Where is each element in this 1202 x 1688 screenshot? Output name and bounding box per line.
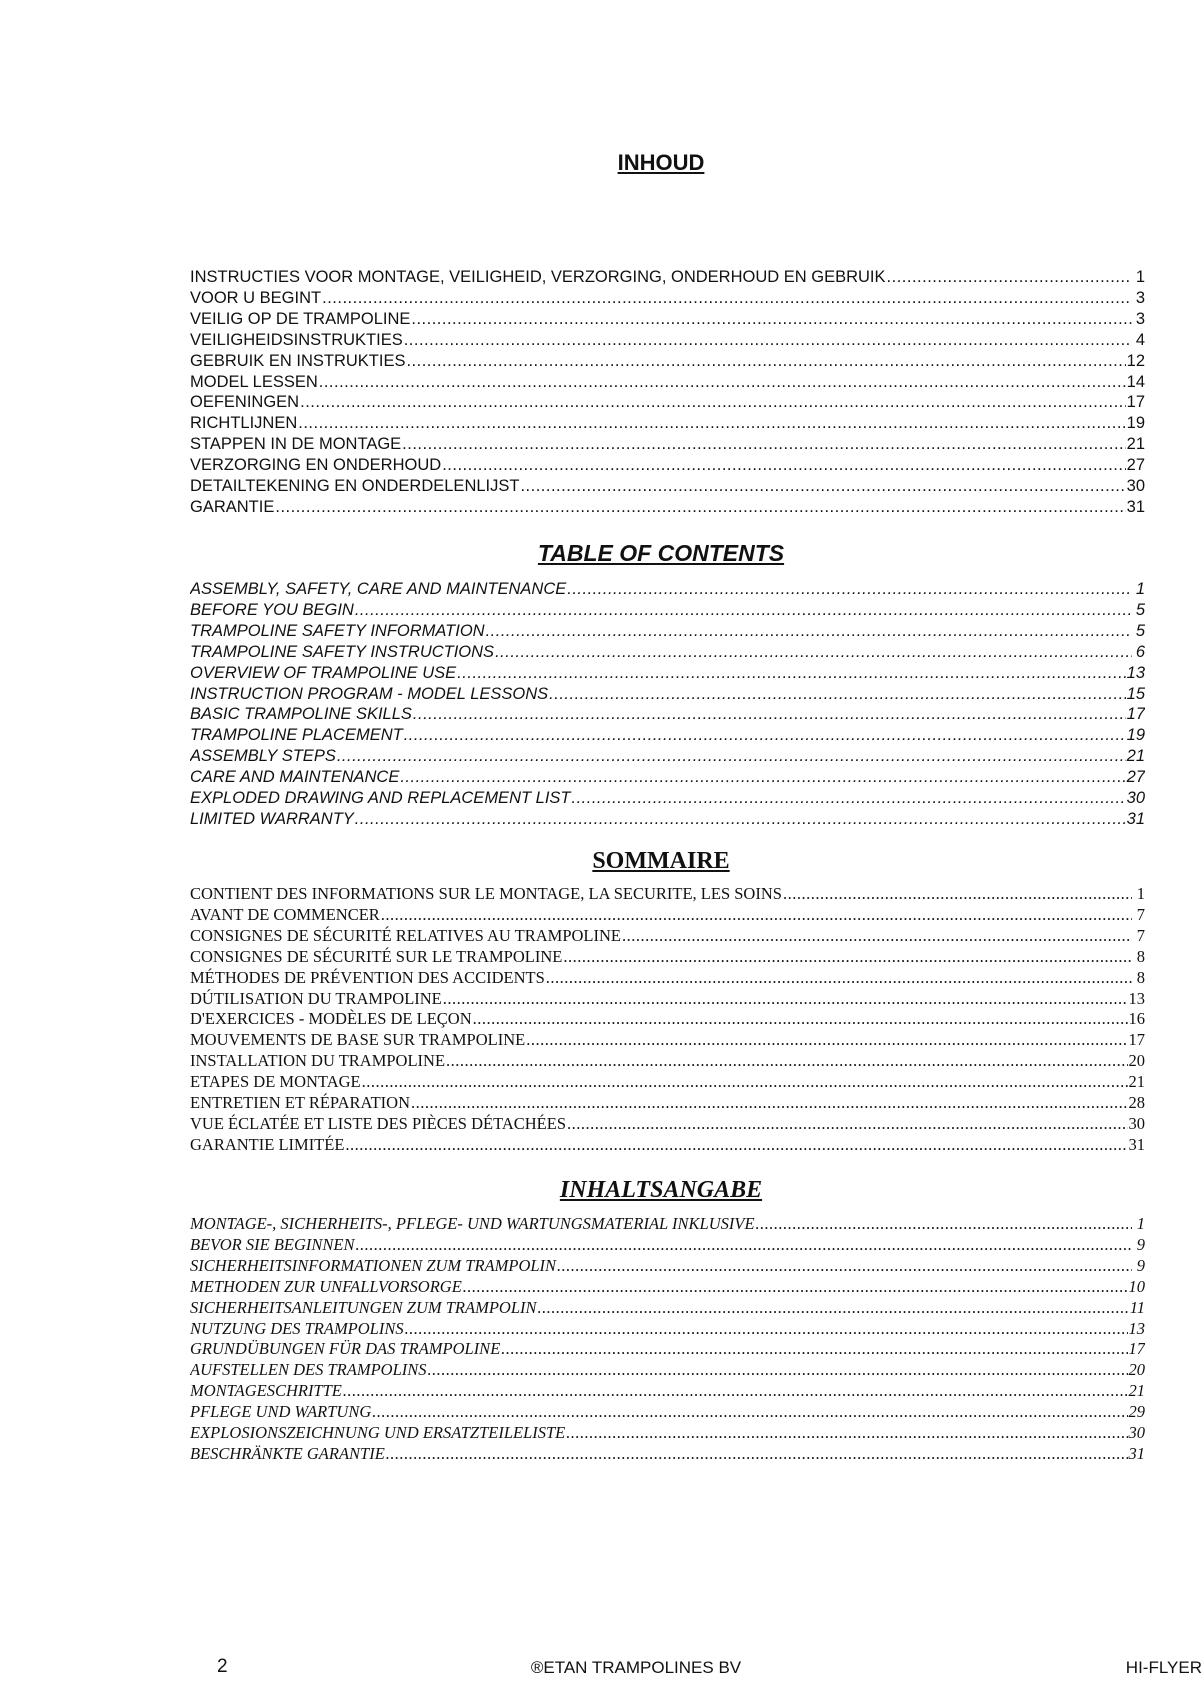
toc-entry (190, 600, 1145, 621)
section-title-table-of-contents: TABLE OF CONTENTS (537, 540, 785, 566)
toc-entry-page: 21 (1126, 747, 1145, 766)
toc-entry-page: 1 (1135, 580, 1145, 598)
toc-entry-label: SICHERHEITSINFORMATIONEN ZUM TRAMPOLIN (190, 1255, 557, 1275)
toc-entry-page: 21 (1128, 1072, 1145, 1092)
toc-entry (190, 497, 1145, 518)
toc-entry (190, 884, 1145, 905)
toc-entry-label: AVANT DE COMMENCER (190, 904, 380, 924)
toc-entry-label: INSTRUCTION PROGRAM - MODEL LESSONS (190, 684, 549, 703)
toc-dot-leader (546, 968, 1132, 989)
toc-dot-leader (355, 809, 1126, 830)
toc-dot-leader (404, 330, 1132, 351)
toc-entry-page: 19 (1126, 726, 1145, 745)
toc-entry-page: 19 (1126, 414, 1145, 433)
toc-entry (190, 1423, 1145, 1444)
toc-entry (190, 788, 1145, 809)
toc-entry (190, 621, 1145, 642)
toc-entry-label: BASIC TRAMPOLINE SKILLS (190, 705, 412, 724)
toc-dot-leader (386, 1444, 1128, 1465)
toc-dot-leader (501, 1339, 1127, 1360)
toc-entry-label: BEFORE YOU BEGIN (190, 600, 354, 619)
toc-entry-label: D'EXERCICES - MODÈLES DE LEÇON (190, 1009, 472, 1029)
toc-entry-label: VERZORGING EN ONDERHOUD (190, 456, 442, 475)
toc-dot-leader (400, 767, 1125, 788)
toc-entry (190, 1319, 1145, 1340)
toc-dot-leader (406, 351, 1125, 372)
toc-dot-leader (428, 1360, 1128, 1381)
toc-entry-page: 30 (1128, 1423, 1145, 1443)
toc-entry-label: INSTALLATION DU TRAMPOLINE (190, 1051, 446, 1071)
toc-entry-label: NUTZUNG DES TRAMPOLINS (190, 1318, 404, 1338)
toc-entry-page: 21 (1128, 1381, 1145, 1401)
toc-entry (190, 1093, 1145, 1114)
toc-entry (190, 288, 1145, 309)
toc-dot-leader (549, 684, 1125, 705)
toc-entry-label: VUE ÉCLATÉE ET LISTE DES PIÈCES DÉTACHÉES (190, 1113, 567, 1133)
toc-list-english (190, 579, 1145, 830)
toc-entry-page: 30 (1128, 1113, 1145, 1133)
toc-entry-label: MONTAGESCHRITTE (190, 1381, 342, 1401)
toc-dot-leader (538, 1298, 1129, 1319)
toc-entry-label: ETAPES DE MONTAGE (190, 1072, 361, 1092)
toc-entry-label: ASSEMBLY STEPS (190, 747, 336, 766)
toc-dot-leader (572, 788, 1126, 809)
toc-entry-label: RICHTLIJNEN (190, 414, 298, 433)
toc-dot-leader (322, 288, 1132, 309)
toc-dot-leader (495, 642, 1132, 663)
toc-dot-leader (343, 1381, 1128, 1402)
toc-entry-label: LIMITED WARRANTY (190, 809, 354, 828)
toc-entry (190, 1009, 1145, 1030)
toc-dot-leader (567, 1114, 1127, 1135)
section-title-inhaltsangabe: INHALTSANGABE (559, 1177, 763, 1203)
toc-entry-page: 21 (1126, 435, 1145, 454)
toc-dot-leader (887, 267, 1132, 288)
toc-entry-page: 1 (1136, 1214, 1145, 1233)
toc-dot-leader (413, 704, 1126, 725)
toc-entry-label: GRUNDÜBUNGEN FÜR DAS TRAMPOLINE (190, 1339, 501, 1359)
toc-entry-page: 10 (1128, 1276, 1145, 1296)
footer-model-name: HI-FLYER (1125, 1658, 1202, 1677)
toc-list-dutch (190, 267, 1145, 518)
toc-entry-label: PFLEGE UND WARTUNG (190, 1402, 372, 1422)
toc-entry (190, 455, 1145, 476)
toc-entry-label: ENTRETIEN ET RÉPARATION (190, 1093, 410, 1113)
toc-dot-leader (557, 1256, 1132, 1277)
toc-dot-leader (319, 372, 1126, 393)
toc-entry (190, 392, 1145, 413)
toc-dot-leader (622, 926, 1132, 947)
toc-entry-label: VEILIGHEIDSINSTRUKTIES (190, 330, 403, 349)
toc-entry (190, 968, 1145, 989)
toc-dot-leader (300, 392, 1126, 413)
toc-dot-leader (355, 600, 1132, 621)
toc-dot-leader (567, 579, 1132, 600)
toc-entry (190, 746, 1145, 767)
toc-entry-page: 15 (1126, 684, 1145, 703)
toc-dot-leader (526, 1030, 1127, 1051)
toc-entry-label: TRAMPOLINE SAFETY INFORMATION (190, 621, 485, 640)
toc-entry (190, 267, 1145, 288)
toc-dot-leader (372, 1402, 1127, 1423)
toc-entry-page: 9 (1136, 1255, 1145, 1275)
toc-entry-page: 13 (1126, 663, 1145, 682)
toc-entry (190, 989, 1145, 1010)
toc-dot-leader (520, 476, 1125, 497)
toc-entry (190, 725, 1145, 746)
toc-entry (190, 684, 1145, 705)
toc-entry (190, 372, 1145, 393)
toc-entry-page: 3 (1135, 288, 1145, 307)
toc-dot-leader (298, 413, 1125, 434)
toc-entry (190, 704, 1145, 725)
toc-dot-leader (362, 1072, 1128, 1093)
toc-entry (190, 351, 1145, 372)
toc-entry (190, 1051, 1145, 1072)
toc-entry-label: MÉTHODES DE PRÉVENTION DES ACCIDENTS (190, 967, 545, 987)
footer-page-number: 2 (217, 1656, 228, 1677)
toc-entry-label: MOUVEMENTS DE BASE SUR TRAMPOLINE (190, 1030, 526, 1050)
toc-dot-leader (486, 621, 1132, 642)
toc-entry-label: AUFSTELLEN DES TRAMPOLINS (190, 1360, 427, 1380)
toc-dot-leader (783, 884, 1132, 905)
toc-entry-page: 7 (1136, 904, 1145, 924)
footer-copyright: ®ETAN TRAMPOLINES BV (530, 1658, 742, 1677)
toc-entry-label: INSTRUCTIES VOOR MONTAGE, VEILIGHEID, VERZORGING, ONDERHOUD EN GEBRUIK (190, 268, 886, 286)
toc-entry-page: 4 (1135, 330, 1145, 349)
toc-entry (190, 1360, 1145, 1381)
toc-entry-page: 30 (1126, 789, 1145, 808)
toc-entry-page: 13 (1128, 988, 1145, 1008)
toc-entry-page: 17 (1126, 705, 1145, 724)
toc-dot-leader (405, 1319, 1128, 1340)
toc-entry-page: 8 (1136, 946, 1145, 966)
toc-entry-label: TRAMPOLINE PLACEMENT (190, 726, 403, 745)
toc-entry-label: EXPLOSIONSZEICHNUNG UND ERSATZTEILELISTE (190, 1423, 566, 1443)
toc-entry-page: 31 (1126, 497, 1145, 516)
toc-entry-page: 6 (1135, 642, 1145, 661)
toc-entry-page: 11 (1129, 1297, 1145, 1317)
toc-entry-label: CONSIGNES DE SÉCURITÉ SUR LE TRAMPOLINE (190, 946, 563, 966)
toc-entry (190, 330, 1145, 351)
toc-entry-label: VOOR U BEGINT (190, 288, 322, 307)
toc-entry (190, 926, 1145, 947)
toc-entry (190, 1277, 1145, 1298)
toc-entry-label: GARANTIE (190, 497, 275, 516)
toc-entry-label: CONSIGNES DE SÉCURITÉ RELATIVES AU TRAMPOLINE (190, 925, 621, 945)
toc-entry-label: CONTIENT DES INFORMATIONS SUR LE MONTAGE, LA SECURITE, LES SOINS (190, 884, 782, 903)
toc-entry-page: 5 (1135, 600, 1145, 619)
toc-entry (190, 947, 1145, 968)
toc-dot-leader (443, 989, 1128, 1010)
toc-entry-page: 16 (1128, 1009, 1145, 1029)
toc-dot-leader (756, 1214, 1132, 1235)
toc-entry-label: MONTAGE-, SICHERHEITS-, PFLEGE- UND WARTUNGSMATERIAL INKLUSIVE (190, 1214, 755, 1233)
toc-entry-label: SICHERHEITSANLEITUNGEN ZUM TRAMPOLIN (190, 1297, 537, 1317)
toc-entry-label: BEVOR SIE BEGINNEN (190, 1234, 355, 1254)
toc-entry-label: STAPPEN IN DE MONTAGE (190, 435, 402, 454)
toc-entry-page: 27 (1126, 768, 1145, 787)
toc-dot-leader (402, 434, 1125, 455)
toc-entry (190, 1339, 1145, 1360)
toc-entry (190, 1114, 1145, 1135)
toc-entry (190, 767, 1145, 788)
toc-entry-label: EXPLODED DRAWING AND REPLACEMENT LIST (190, 789, 571, 808)
toc-entry (190, 663, 1145, 684)
toc-entry-label: OVERVIEW OF TRAMPOLINE USE (190, 663, 457, 682)
toc-entry-page: 14 (1126, 372, 1145, 391)
toc-entry (190, 476, 1145, 497)
toc-entry-page: 7 (1136, 925, 1145, 945)
toc-dot-leader (463, 1277, 1128, 1298)
toc-entry-label: OEFENINGEN (190, 393, 300, 412)
toc-dot-leader (473, 1009, 1128, 1030)
toc-entry-label: DETAILTEKENING EN ONDERDELENLIJST (190, 477, 520, 496)
toc-entry-label: CARE AND MAINTENANCE (190, 768, 400, 787)
toc-dot-leader (275, 497, 1125, 518)
toc-dot-leader (446, 1051, 1127, 1072)
toc-entry (190, 579, 1145, 600)
toc-entry-page: 5 (1135, 621, 1145, 640)
toc-list-german (190, 1214, 1145, 1465)
toc-entry-page: 31 (1126, 809, 1145, 828)
toc-entry-label: BESCHRÄNKTE GARANTIE (190, 1443, 385, 1463)
toc-entry-label: GEBRUIK EN INSTRUKTIES (190, 351, 406, 370)
toc-entry (190, 434, 1145, 455)
toc-entry (190, 309, 1145, 330)
toc-list-french (190, 884, 1145, 1156)
toc-entry (190, 905, 1145, 926)
toc-entry-label: TRAMPOLINE SAFETY INSTRUCTIONS (190, 642, 495, 661)
toc-dot-leader (411, 309, 1132, 330)
toc-entry (190, 642, 1145, 663)
toc-entry (190, 413, 1145, 434)
toc-entry-page: 17 (1126, 393, 1145, 412)
toc-entry-label: METHODEN ZUR UNFALLVORSORGE (190, 1276, 462, 1296)
section-title-inhoud: INHOUD (617, 150, 705, 175)
toc-dot-leader (337, 746, 1126, 767)
toc-entry-page: 1 (1135, 268, 1145, 286)
toc-entry-page: 28 (1128, 1093, 1145, 1113)
toc-entry-label: MODEL LESSEN (190, 372, 318, 391)
toc-entry-label: ASSEMBLY, SAFETY, CARE AND MAINTENANCE (190, 580, 567, 598)
toc-entry-label: DÚTILISATION DU TRAMPOLINE (190, 988, 442, 1008)
toc-entry-page: 30 (1126, 477, 1145, 496)
toc-entry-page: 12 (1126, 351, 1145, 370)
toc-dot-leader (566, 1423, 1127, 1444)
toc-entry-page: 20 (1128, 1360, 1145, 1380)
toc-entry-page: 8 (1136, 967, 1145, 987)
toc-entry-label: GARANTIE LIMITÉE (190, 1134, 345, 1154)
toc-dot-leader (404, 725, 1126, 746)
toc-entry-page: 31 (1128, 1443, 1145, 1463)
toc-entry (190, 1235, 1145, 1256)
toc-dot-leader (457, 663, 1125, 684)
toc-entry-page: 13 (1128, 1318, 1145, 1338)
toc-entry-page: 31 (1128, 1134, 1145, 1154)
toc-dot-leader (345, 1135, 1127, 1156)
toc-entry-page: 27 (1126, 456, 1145, 475)
section-title-sommaire: SOMMAIRE (592, 848, 730, 874)
toc-dot-leader (563, 947, 1132, 968)
toc-entry-label: VEILIG OP DE TRAMPOLINE (190, 309, 411, 328)
toc-entry-page: 3 (1135, 309, 1145, 328)
toc-entry (190, 1381, 1145, 1402)
toc-entry (190, 1030, 1145, 1051)
toc-entry (190, 1298, 1145, 1319)
toc-entry (190, 1135, 1145, 1156)
toc-entry-page: 20 (1128, 1051, 1145, 1071)
toc-entry (190, 809, 1145, 830)
toc-entry-page: 1 (1136, 884, 1145, 903)
toc-entry (190, 1256, 1145, 1277)
toc-entry-page: 29 (1128, 1402, 1145, 1422)
toc-dot-leader (411, 1093, 1128, 1114)
toc-entry (190, 1402, 1145, 1423)
toc-entry-page: 17 (1128, 1339, 1145, 1359)
toc-dot-leader (355, 1235, 1132, 1256)
toc-entry (190, 1444, 1145, 1465)
toc-entry-page: 9 (1136, 1234, 1145, 1254)
toc-entry-page: 17 (1128, 1030, 1145, 1050)
toc-entry (190, 1214, 1145, 1235)
toc-entry (190, 1072, 1145, 1093)
toc-dot-leader (442, 455, 1125, 476)
toc-dot-leader (381, 905, 1132, 926)
